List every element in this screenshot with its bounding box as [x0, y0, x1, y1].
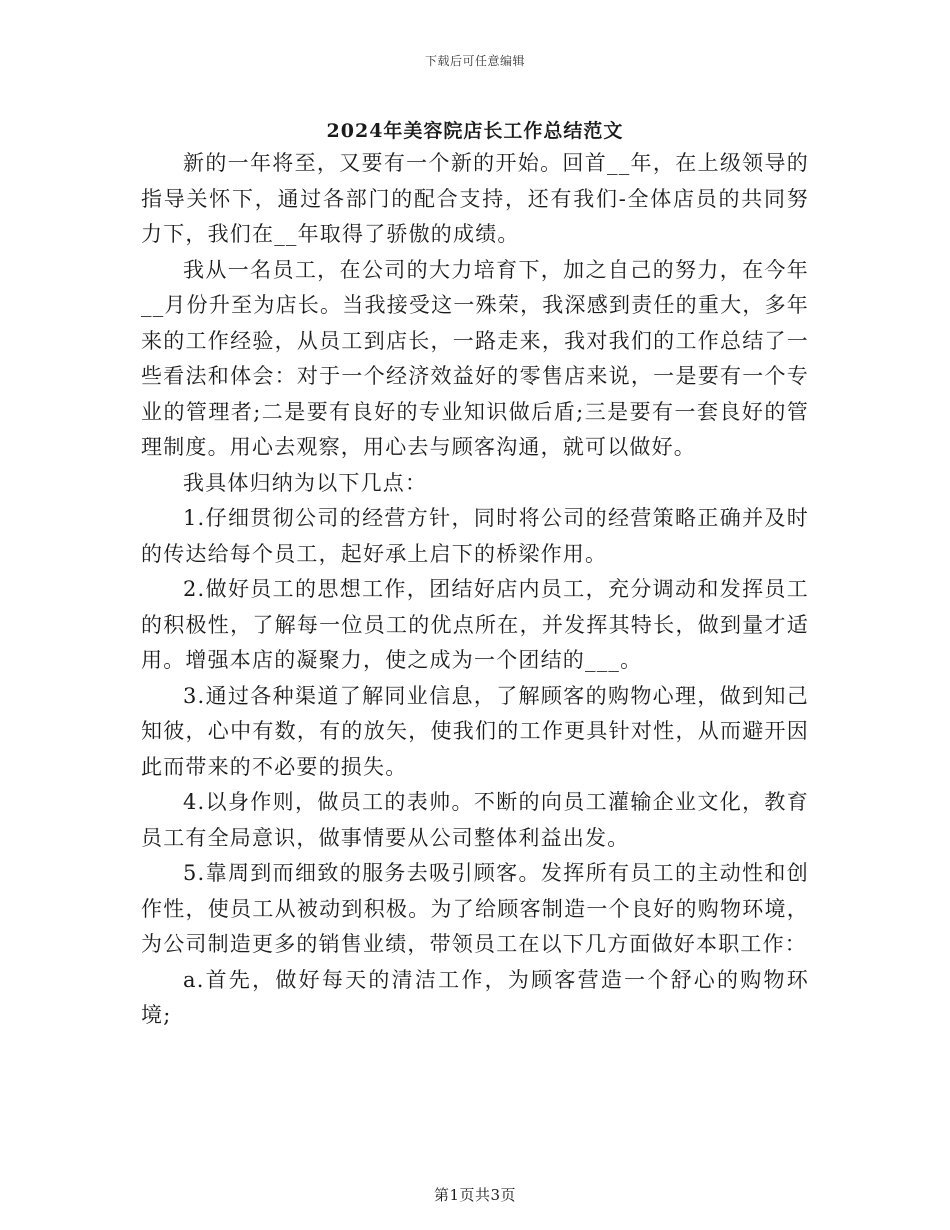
header-note: 下载后可任意编辑	[424, 54, 525, 68]
list-item: 4.以身作则，做员工的表帅。不断的向员工灌输企业文化，教育员工有全局意识，做事情要从公司整体利益出发。	[141, 790, 809, 850]
paragraph: 我从一名员工，在公司的大力培育下，加之自己的努力，在今年__月份升至为店长。当我接受这一殊荣，我深感到责任的重大，多年来的工作经验，从员工到店长，一路走来，我对我们的工作总结了一些看法和体会：对于一个经济效益好的零售店来说，一是要有一个专业的管理者;二是要有良好的专业知识做后盾;三是要有一套良好的管理制度。用心去观察，用心去与顾客沟通，就可以做好。	[141, 257, 809, 459]
page-number: 第1页共3页	[433, 1186, 517, 1204]
list-item: 5.靠周到而细致的服务去吸引顾客。发挥所有员工的主动性和创作性，使员工从被动到积极。为了给顾客制造一个良好的购物环境，为公司制造更多的销售业绩，带领员工在以下几方面做好本职工作：	[141, 861, 809, 956]
document-title: 2024年美容院店长工作总结范文	[326, 120, 624, 142]
document-body	[141, 146, 809, 1034]
list-item: 1.仔细贯彻公司的经营方针，同时将公司的经营策略正确并及时的传达给每个员工，起好承上启下的桥梁作用。	[141, 506, 809, 566]
paragraph: 新的一年将至，又要有一个新的开始。回首__年，在上级领导的指导关怀下，通过各部门的配合支持，还有我们-全体店员的共同努力下，我们在__年取得了骄傲的成绩。	[141, 151, 809, 246]
list-item: 2.做好员工的思想工作，团结好店内员工，充分调动和发挥员工的积极性，了解每一位员工的优点所在，并发挥其特长，做到量才适用。增强本店的凝聚力，使之成为一个团结的___。	[141, 577, 809, 672]
list-item: 3.通过各种渠道了解同业信息，了解顾客的购物心理，做到知己知彼，心中有数，有的放矢，使我们的工作更具针对性，从而避开因此而带来的不必要的损失。	[141, 683, 809, 779]
list-item: a.首先，做好每天的清洁工作，为顾客营造一个舒心的购物环境;	[141, 967, 809, 1027]
paragraph: 我具体归纳为以下几点：	[183, 470, 428, 495]
